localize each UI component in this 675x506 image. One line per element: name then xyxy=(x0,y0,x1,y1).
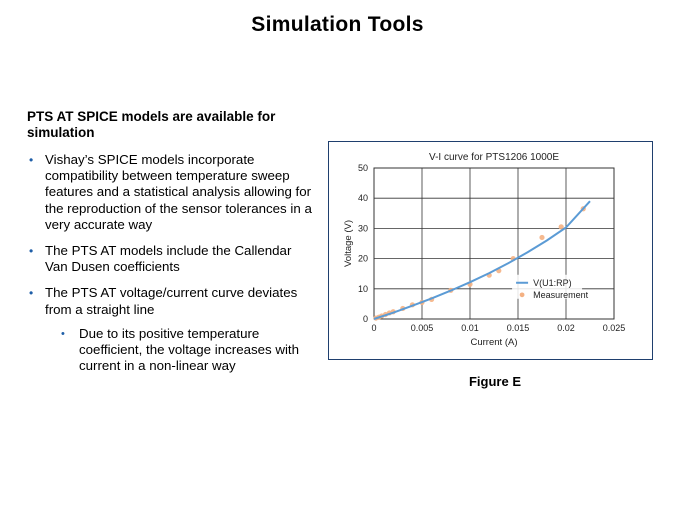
y-tick-label: 30 xyxy=(357,223,368,234)
legend-marker-icon xyxy=(520,292,525,297)
legend-label: Measurement xyxy=(533,289,589,300)
y-tick-label: 20 xyxy=(357,253,368,264)
bullet-marker: • xyxy=(29,153,34,167)
y-tick-label: 0 xyxy=(362,314,368,324)
series-line-v-u1-rp xyxy=(374,201,590,319)
x-tick-label: 0.01 xyxy=(461,323,479,333)
y-tick-label: 10 xyxy=(357,283,368,294)
y-tick-label: 50 xyxy=(357,163,368,173)
bullet-marker: • xyxy=(29,244,34,259)
x-axis-label: Current (A) xyxy=(470,337,518,348)
y-axis-label: Voltage (V) xyxy=(343,220,354,267)
bullet-marker: • xyxy=(61,327,65,340)
x-tick-label: 0.005 xyxy=(410,323,434,333)
vi-curve-chart xyxy=(329,142,652,359)
chart-title: V-I curve for PTS1206 1000E xyxy=(428,152,560,163)
bullet-text: The PTS AT voltage/current curve deviates from a straight line xyxy=(45,285,298,317)
bullet-item xyxy=(27,243,317,275)
x-tick-label: 0.015 xyxy=(506,323,530,333)
bullet-item xyxy=(27,285,317,317)
x-tick-label: 0 xyxy=(371,323,377,333)
bullet-text: The PTS AT models include the Callendar Van Dusen coefficients xyxy=(45,243,292,275)
bullet-text: Vishay’s SPICE models incorporate compatibility between temperature sweep features and a statistical analysis allowing for the reproduction of the sensor tolerances in a very accurate way xyxy=(45,152,312,232)
bullet-item xyxy=(27,152,317,233)
legend-label: V(U1:RP) xyxy=(533,277,572,288)
sub-bullet-item xyxy=(27,326,317,375)
y-tick-label: 40 xyxy=(357,193,368,204)
intro-heading: PTS AT SPICE models are available for simulation xyxy=(27,109,276,140)
figure-caption: Figure E xyxy=(468,374,521,389)
x-tick-label: 0.02 xyxy=(557,323,575,333)
bullet-list xyxy=(27,152,317,374)
chart-frame xyxy=(328,141,653,360)
sub-bullet-text: Due to its positive temperature coefficient, the voltage increases with current in a non-linear way xyxy=(79,325,300,374)
x-tick-label: 0.025 xyxy=(602,323,626,333)
measurement-point xyxy=(539,235,544,240)
bullet-marker: • xyxy=(29,286,34,301)
slide-title: Simulation Tools xyxy=(251,13,424,36)
